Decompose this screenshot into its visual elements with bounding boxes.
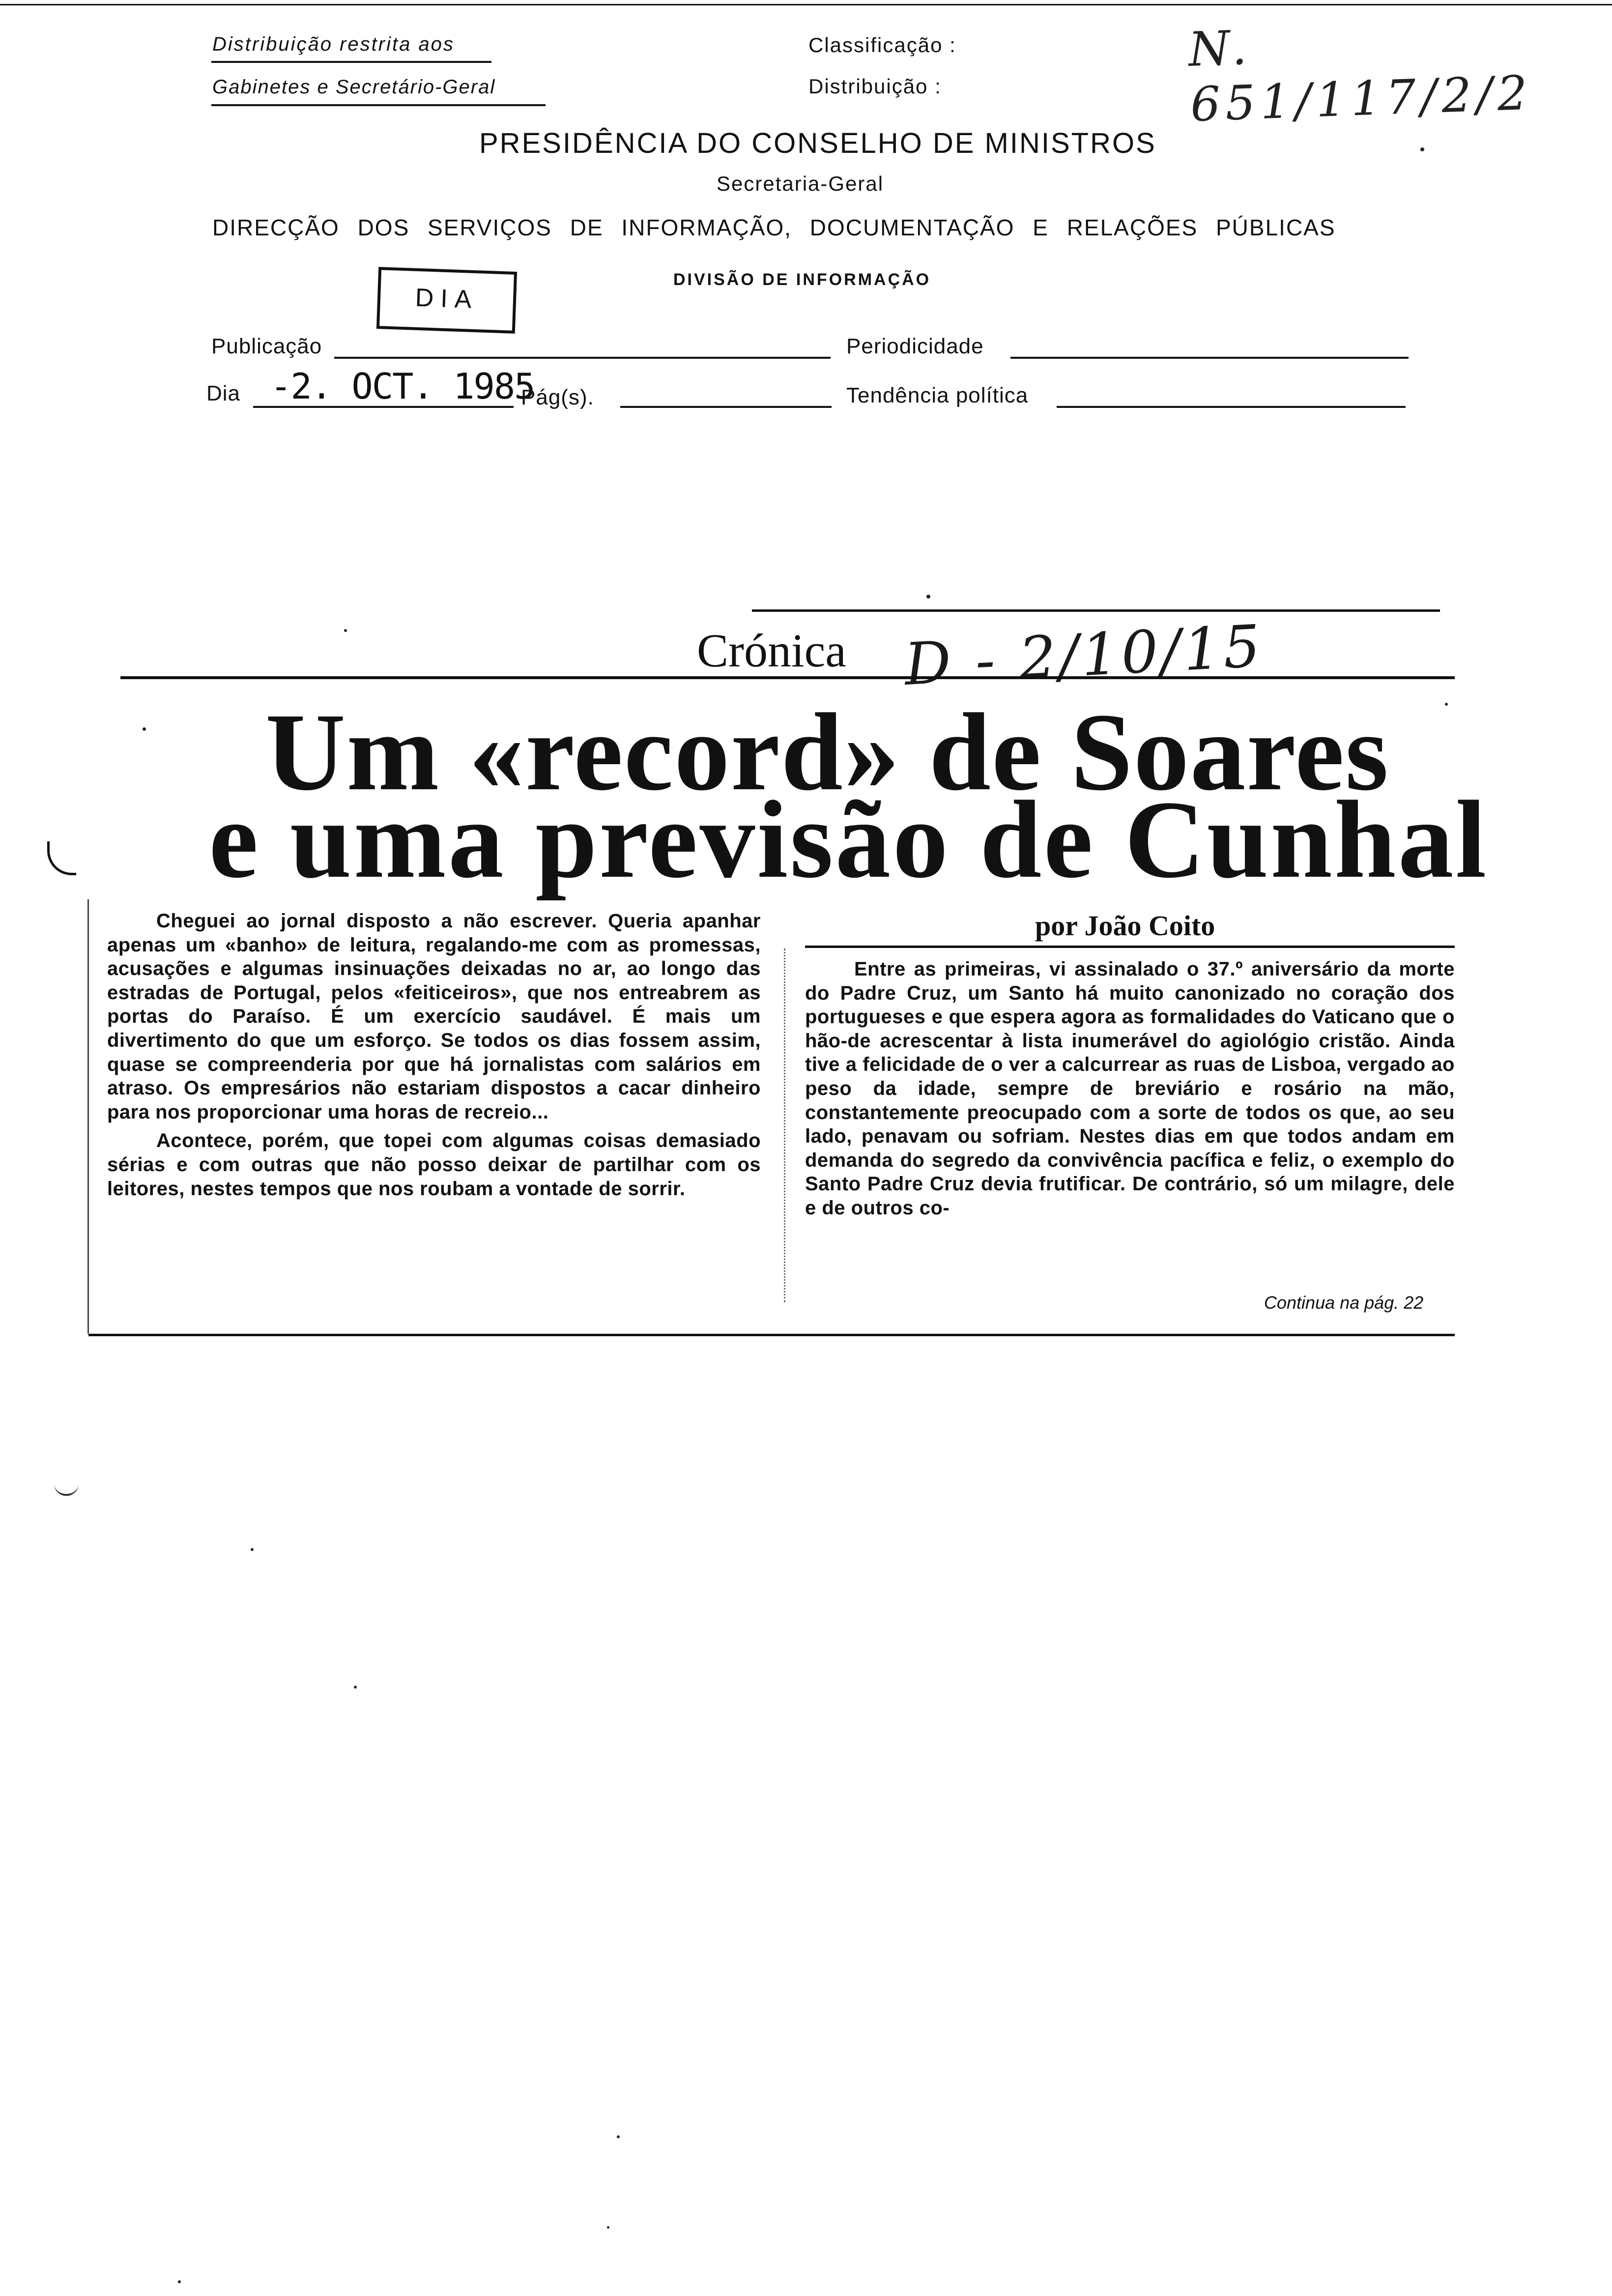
handwritten-reference: N. 651/117/2/2 [1187,20,1533,132]
scan-speck [251,1548,254,1551]
column-divider [784,948,785,1302]
right-paragraph-1: Entre as primeiras, vi assinalado o 37.º aniversário da morte do Padre Cruz, um Santo há muito canonizado no coração dos portugueses e que espera agora as formalidades do Vaticano que o hão-de acrescentar à lista inumerável do agiológio cristão. Ainda tive a felicidade de o ver a calcurrear as ruas de Lisboa, vergado ao peso da idade, sempre de breviário e rosário na mão, constantemente preocupado com a sorte de todos os que, ao seu lado, penavam ou sofriam. Nestes dias em que todos andam em demanda do segredo da convivência pacífica e feliz, o exemplo do Santo Padre Cruz devia frutificar. De contrário, só um milagre, dele e de outros co- [805,958,1455,1219]
dia-stamp-text: DIA [414,283,479,315]
scan-speck [617,2135,620,2138]
continua-note: Continua na pág. 22 [1264,1292,1424,1313]
pags-line [620,406,832,408]
pags-label: Pág(s). [521,385,594,409]
headline-line-2: e uma previsão de Cunhal [209,778,1489,901]
dia-date-stamp: -2. OCT. 1985 [270,366,535,407]
restricted-underline-2 [211,104,546,106]
dia-label: Dia [206,381,241,405]
scan-mark [54,1479,79,1496]
periodicidade-label: Periodicidade [846,334,984,358]
classificacao-label: Classificação : [808,33,956,57]
clipping-left-edge [87,899,89,1334]
headline-line-1: Um «record» de Soares [265,690,1389,813]
scan-speck [607,2226,609,2229]
secretariat-title: Secretaria-Geral [717,172,884,195]
dia-line [253,406,514,408]
dia-stamp [376,267,517,334]
periodicidade-line [1010,357,1409,359]
restricted-distribution-line2: Gabinetes e Secretário-Geral [212,76,496,98]
tendencia-line [1057,406,1406,408]
scan-speck [178,2280,181,2283]
publicacao-line [334,357,831,359]
office-title: PRESIDÊNCIA DO CONSELHO DE MINISTROS [479,127,1156,159]
margin-mark [47,841,76,875]
byline-rule [805,946,1455,948]
left-paragraph-1: Cheguei ao jornal disposto a não escrever. Queria apanhar apenas um «banho» de leitura, regalando-me com as promessas, acusações e algumas insinuações deixadas no ar, ao longo das estradas de Portugal, pelos «feiticeiros», que nos entreabrem as portas do Paraíso. É um exercício saudável. É mais um divertimento do que um esforço. Se todos os dias fossem assim, quase se compreenderia por que há jornalistas com salários em atraso. Os empresários não estariam dispostos a cacar dinheiro para nos proporcionar uma horas de recreio... [107,910,761,1123]
restricted-distribution-line1: Distribuição restrita aos [212,33,455,55]
byline: por João Coito [1035,910,1215,942]
scan-speck [1445,703,1448,706]
scan-speck [926,595,930,599]
left-paragraph-2: Acontece, porém, que topei com algumas coisas demasiado sérias e com outras que não posso deixar de partilhar com os leitores, nestes tempos que nos roubam a vontade de sorrir. [107,1130,761,1200]
left-column [107,909,761,1201]
division-title: DIVISÃO DE INFORMAÇÃO [673,270,931,289]
scan-speck [143,727,146,731]
scan-speck [1420,147,1424,151]
publicacao-label: Publicação [211,334,322,358]
handwritten-date-note: D - 2/10/15 [902,611,1265,699]
scan-speck [344,629,347,632]
top-rule [0,4,1612,5]
section-label: Crónica [697,624,846,677]
restricted-underline-1 [211,61,491,63]
section-bottom-rule [120,676,1455,679]
clipping-bottom-rule [88,1334,1455,1336]
distribuicao-label: Distribuição : [808,75,942,98]
right-column [805,957,1455,1220]
directorate-title: DIRECÇÃO DOS SERVIÇOS DE INFORMAÇÃO, DOCUMENTAÇÃO E RELAÇÕES PÚBLICAS [212,215,1336,240]
scan-speck [354,1686,357,1689]
section-top-rule [752,609,1440,612]
tendencia-label: Tendência política [846,383,1029,407]
